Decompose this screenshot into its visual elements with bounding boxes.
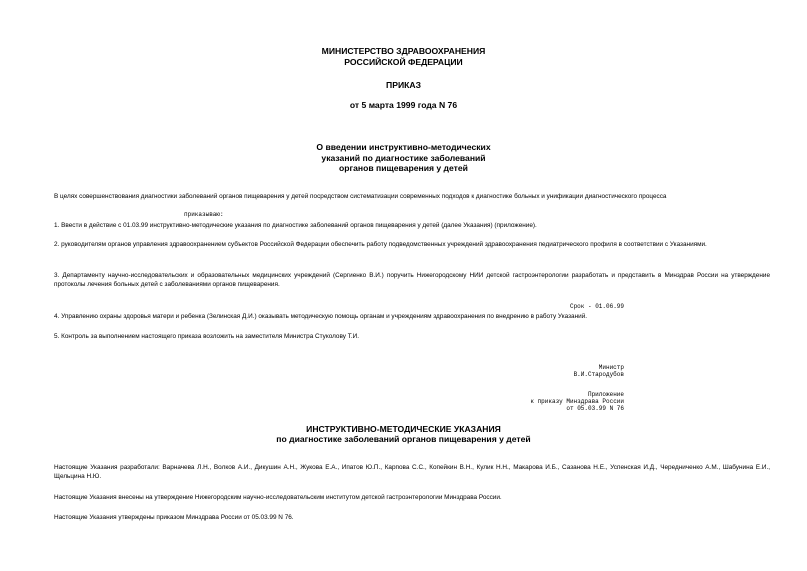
- note-approved: Настоящие Указания утверждены приказом Минздрава России от 05.03.99 N 76.: [54, 514, 294, 521]
- order-title-line-2: указаний по диагностике заболеваний: [321, 153, 486, 163]
- deadline: Срок - 01.06.99: [569, 303, 624, 310]
- document-type: ПРИКАЗ: [386, 80, 421, 90]
- preamble: В целях совершенствования диагностики заболеваний органов пищеварения у детей посредством систематизации современных подходов к диагностике больных и унификации диагностического процесса: [54, 193, 667, 200]
- signature-name: В.И.Стародубов: [573, 371, 624, 378]
- note-submitted: Настоящие Указания внесены на утверждение Нижегородским научно-исследовательским институтом детской гастроэнтерологии Минздрава России.: [54, 494, 502, 501]
- appendix-reference: к приказу Минздрава России: [530, 398, 624, 405]
- federation-title: РОССИЙСКОЙ ФЕДЕРАЦИИ: [344, 57, 463, 67]
- order-title-line-3: органов пищеварения у детей: [339, 163, 468, 173]
- document-date-number: от 5 марта 1999 года N 76: [349, 100, 458, 110]
- order-item-4: 4. Управлению охраны здоровья матери и ребенка (Зелинская Д.И.) оказывать методическую помощь органам и учреждениям здравоохранения по внедрению в работу Указаний.: [54, 313, 588, 320]
- note-authors: Настоящие Указания разработали: Варначева Л.Н., Волков А.И., Дикушин А.Н., Жукова Е.А., Ипатов Ю.П., Карпова С.С., Копейкин В.Н., Кулик Н.Н., Макарова И.Б., Сазанова Н.Е., Успенская И.Д., Чередниченко А.М., Шабунина Е.И., Щельцина Н.Ю.: [54, 464, 770, 480]
- order-item-3: 3. Департаменту научно-исследовательских и образовательных медицинских учреждений (Сергиенко В.И.) поручить Нижегородскому НИИ детской гастроэнтерологии разработать и представить в Минздрав России на утверждение протоколы лечения больных детей с заболеваниями органов пищеварения.: [54, 272, 770, 288]
- order-word: приказываю:: [184, 211, 224, 218]
- order-item-1: 1. Ввести в действие с 01.03.99 инструктивно-методические указания по диагностике заболеваний органов пищеварения у детей (далее Указания) (приложение).: [54, 222, 537, 229]
- section-subtitle: по диагностике заболеваний органов пищеварения у детей: [276, 434, 531, 444]
- signature-position: Министр: [598, 364, 624, 371]
- section-title: ИНСТРУКТИВНО-МЕТОДИЧЕСКИЕ УКАЗАНИЯ: [306, 424, 501, 434]
- order-title-line-1: О введении инструктивно-методических: [316, 142, 491, 152]
- ministry-title: МИНИСТЕРСТВО ЗДРАВООХРАНЕНИЯ: [321, 46, 486, 56]
- appendix-date: от 05.03.99 N 76: [566, 405, 624, 412]
- order-item-2: 2. руководителям органов управления здравоохранением субъектов Российской Федерации обеспечить работу подведомственных учреждений здравоохранения педиатрического профиля в соответствии с Указаниями.: [54, 241, 707, 248]
- appendix-label: Приложение: [587, 391, 624, 398]
- order-item-5: 5. Контроль за выполнением настоящего приказа возложить на заместителя Министра Стуколову Т.И.: [54, 333, 360, 340]
